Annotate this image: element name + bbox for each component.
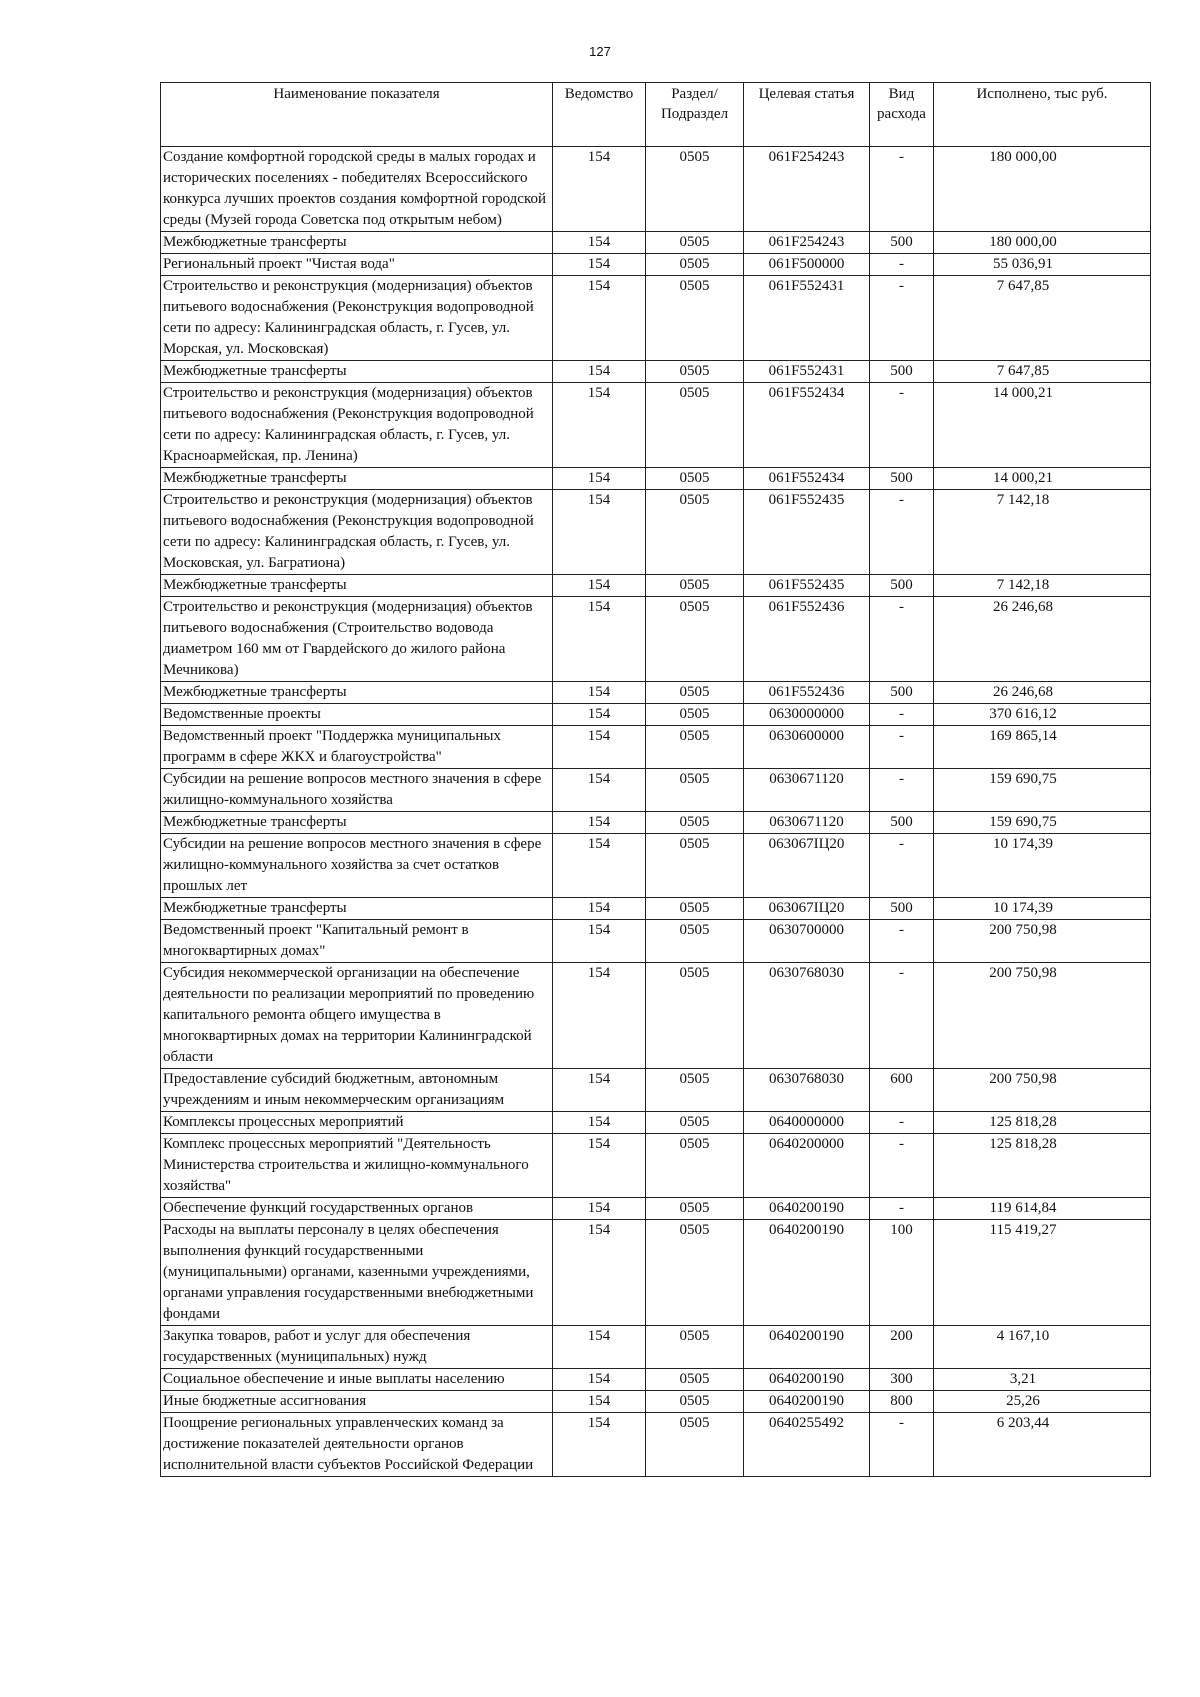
cell-section: 0505: [646, 704, 744, 726]
cell-department: 154: [553, 1326, 646, 1369]
cell-expense-type: 600: [870, 1069, 934, 1112]
cell-expense-type: 500: [870, 812, 934, 834]
cell-indicator-name: Ведомственный проект "Поддержка муниципальных программ в сфере ЖКХ и благоустройства": [161, 726, 553, 769]
table-header-row: [161, 83, 1151, 147]
cell-target-item: 061F552431: [744, 361, 870, 383]
page-number: 127: [589, 44, 611, 59]
cell-amount: 10 174,39: [934, 834, 1151, 898]
cell-amount: 25,26: [934, 1391, 1151, 1413]
cell-target-item: 0630671120: [744, 812, 870, 834]
cell-expense-type: -: [870, 597, 934, 682]
cell-indicator-name: Межбюджетные трансферты: [161, 361, 553, 383]
table-row: [161, 1134, 1151, 1198]
table-row: [161, 898, 1151, 920]
cell-section: 0505: [646, 834, 744, 898]
cell-department: 154: [553, 769, 646, 812]
cell-expense-type: -: [870, 490, 934, 575]
cell-indicator-name: Межбюджетные трансферты: [161, 898, 553, 920]
cell-target-item: 0630000000: [744, 704, 870, 726]
cell-target-item: 0640200190: [744, 1198, 870, 1220]
cell-amount: 26 246,68: [934, 597, 1151, 682]
cell-expense-type: 300: [870, 1369, 934, 1391]
cell-department: 154: [553, 232, 646, 254]
cell-section: 0505: [646, 1326, 744, 1369]
cell-section: 0505: [646, 898, 744, 920]
table-row: [161, 1326, 1151, 1369]
cell-amount: 125 818,28: [934, 1112, 1151, 1134]
cell-amount: 6 203,44: [934, 1413, 1151, 1477]
table-row: [161, 920, 1151, 963]
cell-amount: 159 690,75: [934, 769, 1151, 812]
cell-target-item: 0630768030: [744, 963, 870, 1069]
cell-indicator-name: Закупка товаров, работ и услуг для обеспечения государственных (муниципальных) нужд: [161, 1326, 553, 1369]
cell-indicator-name: Субсидии на решение вопросов местного значения в сфере жилищно-коммунального хозяйства за счет остатков прошлых лет: [161, 834, 553, 898]
cell-expense-type: -: [870, 920, 934, 963]
cell-indicator-name: Ведомственные проекты: [161, 704, 553, 726]
cell-target-item: 061F552436: [744, 597, 870, 682]
cell-department: 154: [553, 383, 646, 468]
cell-department: 154: [553, 1391, 646, 1413]
cell-department: 154: [553, 812, 646, 834]
cell-expense-type: 500: [870, 575, 934, 597]
cell-amount: 169 865,14: [934, 726, 1151, 769]
cell-expense-type: -: [870, 1413, 934, 1477]
cell-expense-type: -: [870, 834, 934, 898]
cell-expense-type: -: [870, 254, 934, 276]
table-row: [161, 1413, 1151, 1477]
cell-section: 0505: [646, 963, 744, 1069]
cell-indicator-name: Региональный проект "Чистая вода": [161, 254, 553, 276]
cell-department: 154: [553, 704, 646, 726]
cell-expense-type: -: [870, 1198, 934, 1220]
cell-indicator-name: Субсидия некоммерческой организации на обеспечение деятельности по реализации мероприятий по проведению капитального ремонта общего имущества в многоквартирных домах на территории Калининградской области: [161, 963, 553, 1069]
table-row: [161, 1069, 1151, 1112]
cell-amount: 14 000,21: [934, 468, 1151, 490]
cell-section: 0505: [646, 920, 744, 963]
table-row: [161, 490, 1151, 575]
cell-section: 0505: [646, 769, 744, 812]
cell-department: 154: [553, 1134, 646, 1198]
table-row: [161, 597, 1151, 682]
cell-department: 154: [553, 597, 646, 682]
cell-indicator-name: Комплекс процессных мероприятий "Деятельность Министерства строительства и жилищно-коммунального хозяйства": [161, 1134, 553, 1198]
cell-target-item: 0640200000: [744, 1134, 870, 1198]
cell-indicator-name: Социальное обеспечение и иные выплаты населению: [161, 1369, 553, 1391]
cell-target-item: 063067IЦ20: [744, 834, 870, 898]
cell-indicator-name: Поощрение региональных управленческих команд за достижение показателей деятельности органов исполнительной власти субъектов Российской Федерации: [161, 1413, 553, 1477]
cell-target-item: 0640200190: [744, 1369, 870, 1391]
cell-section: 0505: [646, 812, 744, 834]
cell-expense-type: 200: [870, 1326, 934, 1369]
cell-amount: 7 647,85: [934, 276, 1151, 361]
cell-indicator-name: Комплексы процессных мероприятий: [161, 1112, 553, 1134]
cell-section: 0505: [646, 1069, 744, 1112]
cell-section: 0505: [646, 1112, 744, 1134]
cell-indicator-name: Строительство и реконструкция (модернизация) объектов питьевого водоснабжения (Реконструкция водопроводной сети по адресу: Калининградская область, г. Гусев, ул. Морская, ул. Московская): [161, 276, 553, 361]
cell-target-item: 061F552435: [744, 575, 870, 597]
table-row: [161, 963, 1151, 1069]
cell-department: 154: [553, 1220, 646, 1326]
cell-department: 154: [553, 1413, 646, 1477]
cell-department: 154: [553, 682, 646, 704]
cell-section: 0505: [646, 1369, 744, 1391]
cell-target-item: 0640000000: [744, 1112, 870, 1134]
table-row: [161, 812, 1151, 834]
cell-indicator-name: Субсидии на решение вопросов местного значения в сфере жилищно-коммунального хозяйства: [161, 769, 553, 812]
table-row: [161, 769, 1151, 812]
cell-expense-type: -: [870, 963, 934, 1069]
cell-amount: 200 750,98: [934, 920, 1151, 963]
cell-target-item: 061F552435: [744, 490, 870, 575]
cell-expense-type: 500: [870, 898, 934, 920]
cell-target-item: 0630600000: [744, 726, 870, 769]
cell-department: 154: [553, 1369, 646, 1391]
cell-indicator-name: Иные бюджетные ассигнования: [161, 1391, 553, 1413]
cell-indicator-name: Межбюджетные трансферты: [161, 812, 553, 834]
header-target-item: Целевая статья: [744, 83, 870, 147]
cell-expense-type: -: [870, 769, 934, 812]
cell-section: 0505: [646, 1134, 744, 1198]
cell-department: 154: [553, 963, 646, 1069]
cell-amount: 7 142,18: [934, 575, 1151, 597]
header-amount-executed: Исполнено, тыс руб.: [934, 83, 1151, 147]
cell-target-item: 061F500000: [744, 254, 870, 276]
cell-expense-type: -: [870, 147, 934, 232]
cell-department: 154: [553, 276, 646, 361]
table-row: [161, 254, 1151, 276]
cell-target-item: 063067IЦ20: [744, 898, 870, 920]
table-row: [161, 704, 1151, 726]
table-row: [161, 834, 1151, 898]
cell-department: 154: [553, 468, 646, 490]
cell-indicator-name: Строительство и реконструкция (модернизация) объектов питьевого водоснабжения (Строительство водовода диаметром 160 мм от Гвардейского до жилого района Мечникова): [161, 597, 553, 682]
cell-amount: 125 818,28: [934, 1134, 1151, 1198]
cell-department: 154: [553, 898, 646, 920]
cell-target-item: 0640200190: [744, 1391, 870, 1413]
cell-department: 154: [553, 254, 646, 276]
cell-amount: 200 750,98: [934, 963, 1151, 1069]
table-row: [161, 1391, 1151, 1413]
cell-target-item: 061F552434: [744, 383, 870, 468]
cell-section: 0505: [646, 232, 744, 254]
cell-target-item: 061F552431: [744, 276, 870, 361]
cell-section: 0505: [646, 254, 744, 276]
cell-department: 154: [553, 490, 646, 575]
table-row: [161, 726, 1151, 769]
cell-indicator-name: Предоставление субсидий бюджетным, автономным учреждениям и иным некоммерческим организациям: [161, 1069, 553, 1112]
cell-indicator-name: Строительство и реконструкция (модернизация) объектов питьевого водоснабжения (Реконструкция водопроводной сети по адресу: Калининградская область, г. Гусев, ул. Московская, ул. Багратиона): [161, 490, 553, 575]
cell-expense-type: -: [870, 276, 934, 361]
table-row: [161, 682, 1151, 704]
cell-target-item: 0640255492: [744, 1413, 870, 1477]
cell-expense-type: -: [870, 726, 934, 769]
cell-department: 154: [553, 834, 646, 898]
cell-section: 0505: [646, 1391, 744, 1413]
cell-amount: 7 142,18: [934, 490, 1151, 575]
table-body: [161, 147, 1151, 1477]
cell-section: 0505: [646, 726, 744, 769]
cell-target-item: 0630700000: [744, 920, 870, 963]
cell-amount: 159 690,75: [934, 812, 1151, 834]
cell-amount: 180 000,00: [934, 232, 1151, 254]
cell-section: 0505: [646, 1220, 744, 1326]
cell-target-item: 061F254243: [744, 232, 870, 254]
cell-section: 0505: [646, 468, 744, 490]
cell-indicator-name: Обеспечение функций государственных органов: [161, 1198, 553, 1220]
table-row: [161, 575, 1151, 597]
cell-target-item: 061F552436: [744, 682, 870, 704]
cell-section: 0505: [646, 276, 744, 361]
cell-indicator-name: Ведомственный проект "Капитальный ремонт в многоквартирных домах": [161, 920, 553, 963]
cell-indicator-name: Создание комфортной городской среды в малых городах и исторических поселениях - победителях Всероссийского конкурса лучших проектов создания комфортной городской среды (Музей города Советска под открытым небом): [161, 147, 553, 232]
cell-section: 0505: [646, 361, 744, 383]
cell-target-item: 0630768030: [744, 1069, 870, 1112]
cell-section: 0505: [646, 597, 744, 682]
cell-expense-type: 800: [870, 1391, 934, 1413]
cell-amount: 10 174,39: [934, 898, 1151, 920]
cell-expense-type: 100: [870, 1220, 934, 1326]
budget-execution-table: [160, 82, 1151, 1477]
cell-amount: 14 000,21: [934, 383, 1151, 468]
cell-amount: 200 750,98: [934, 1069, 1151, 1112]
cell-amount: 3,21: [934, 1369, 1151, 1391]
cell-expense-type: 500: [870, 682, 934, 704]
table-row: [161, 1112, 1151, 1134]
cell-amount: 4 167,10: [934, 1326, 1151, 1369]
table-row: [161, 1220, 1151, 1326]
cell-department: 154: [553, 575, 646, 597]
cell-amount: 26 246,68: [934, 682, 1151, 704]
cell-expense-type: -: [870, 383, 934, 468]
header-section: Раздел/ Подраздел: [646, 83, 744, 147]
cell-expense-type: 500: [870, 468, 934, 490]
table-row: [161, 361, 1151, 383]
cell-target-item: 061F552434: [744, 468, 870, 490]
cell-amount: 55 036,91: [934, 254, 1151, 276]
cell-department: 154: [553, 147, 646, 232]
header-expense-type: Вид расхода: [870, 83, 934, 147]
cell-target-item: 0640200190: [744, 1220, 870, 1326]
cell-amount: 115 419,27: [934, 1220, 1151, 1326]
cell-amount: 119 614,84: [934, 1198, 1151, 1220]
cell-department: 154: [553, 1198, 646, 1220]
cell-expense-type: 500: [870, 361, 934, 383]
table-row: [161, 276, 1151, 361]
cell-target-item: 0630671120: [744, 769, 870, 812]
cell-indicator-name: Межбюджетные трансферты: [161, 468, 553, 490]
header-department: Ведомство: [553, 83, 646, 147]
table-row: [161, 383, 1151, 468]
cell-section: 0505: [646, 1413, 744, 1477]
cell-expense-type: -: [870, 1112, 934, 1134]
cell-amount: 370 616,12: [934, 704, 1151, 726]
cell-section: 0505: [646, 490, 744, 575]
table-row: [161, 147, 1151, 232]
cell-indicator-name: Расходы на выплаты персоналу в целях обеспечения выполнения функций государственными (муниципальными) органами, казенными учреждениями, органами управления государственными внебюджетными фондами: [161, 1220, 553, 1326]
cell-department: 154: [553, 920, 646, 963]
cell-department: 154: [553, 361, 646, 383]
table-row: [161, 1198, 1151, 1220]
cell-indicator-name: Межбюджетные трансферты: [161, 682, 553, 704]
cell-department: 154: [553, 1112, 646, 1134]
cell-indicator-name: Межбюджетные трансферты: [161, 575, 553, 597]
cell-section: 0505: [646, 383, 744, 468]
cell-section: 0505: [646, 1198, 744, 1220]
cell-indicator-name: Межбюджетные трансферты: [161, 232, 553, 254]
cell-indicator-name: Строительство и реконструкция (модернизация) объектов питьевого водоснабжения (Реконструкция водопроводной сети по адресу: Калининградская область, г. Гусев, ул. Красноармейская, пр. Ленина): [161, 383, 553, 468]
cell-target-item: 061F254243: [744, 147, 870, 232]
cell-expense-type: 500: [870, 232, 934, 254]
cell-amount: 7 647,85: [934, 361, 1151, 383]
header-indicator-name: Наименование показателя: [161, 83, 553, 147]
cell-expense-type: -: [870, 1134, 934, 1198]
cell-target-item: 0640200190: [744, 1326, 870, 1369]
cell-amount: 180 000,00: [934, 147, 1151, 232]
cell-department: 154: [553, 1069, 646, 1112]
table-row: [161, 1369, 1151, 1391]
cell-expense-type: -: [870, 704, 934, 726]
table-row: [161, 232, 1151, 254]
cell-section: 0505: [646, 682, 744, 704]
cell-section: 0505: [646, 147, 744, 232]
table-row: [161, 468, 1151, 490]
cell-department: 154: [553, 726, 646, 769]
cell-section: 0505: [646, 575, 744, 597]
